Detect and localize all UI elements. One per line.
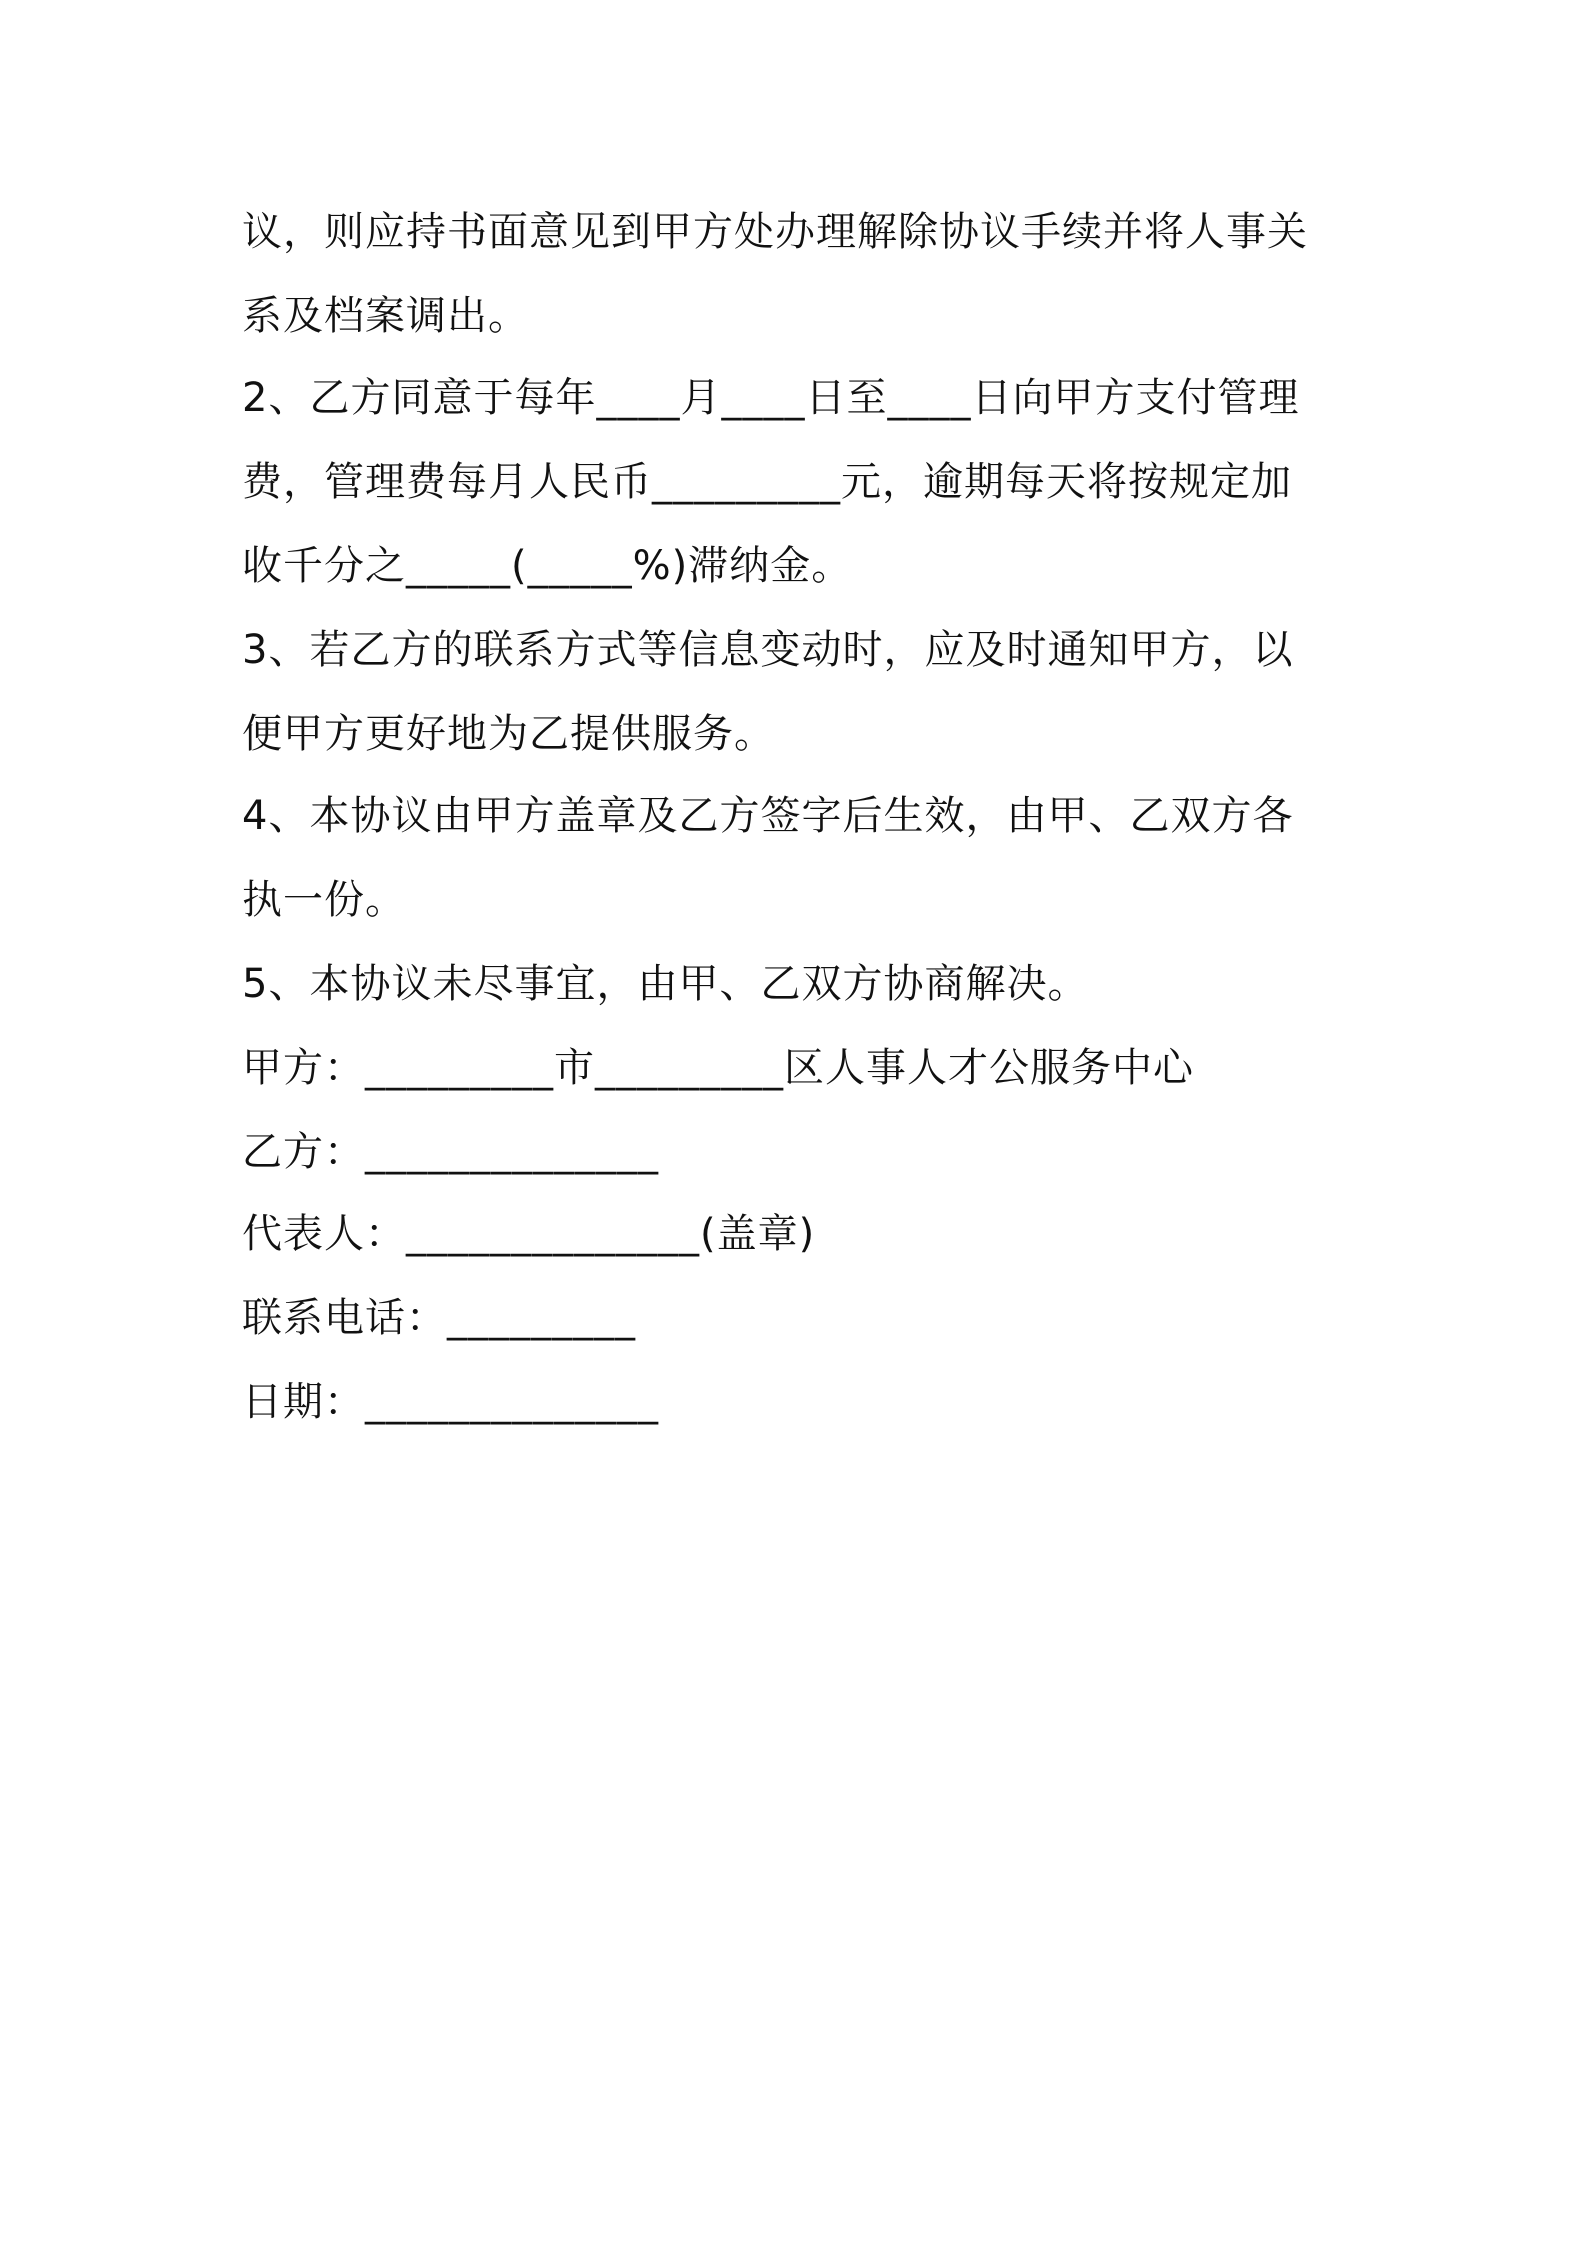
party-a-line: 甲方：_________市_________区人事人才公服务中心 — [242, 1045, 1194, 1091]
clause-text-line: 议，则应持书面意见到甲方处办理解除协议手续并将人事关 — [242, 209, 1308, 255]
clause-3-line: 3、若乙方的联系方式等信息变动时，应及时通知甲方，以 — [242, 627, 1294, 673]
date-line: 日期：______________ — [242, 1379, 659, 1425]
clause-3-line: 便甲方更好地为乙提供服务。 — [242, 711, 775, 757]
party-b-line: 乙方：______________ — [242, 1129, 659, 1175]
clause-text-line: 系及档案调出。 — [242, 293, 529, 339]
clause-4-line: 4、本协议由甲方盖章及乙方签字后生效，由甲、乙双方各 — [242, 793, 1294, 839]
clause-2-line: 2、乙方同意于每年____月____日至____日向甲方支付管理 — [242, 375, 1300, 421]
clause-2-line: 费，管理费每月人民币_________元，逾期每天将按规定加 — [242, 459, 1292, 505]
representative-line: 代表人：______________(盖章) — [242, 1211, 816, 1257]
clause-2-line: 收千分之_____(_____%)滞纳金。 — [242, 543, 853, 589]
clause-5-line: 5、本协议未尽事宜，由甲、乙双方协商解决。 — [242, 961, 1089, 1007]
phone-line: 联系电话：_________ — [242, 1295, 636, 1341]
clause-4-line: 执一份。 — [242, 877, 406, 923]
